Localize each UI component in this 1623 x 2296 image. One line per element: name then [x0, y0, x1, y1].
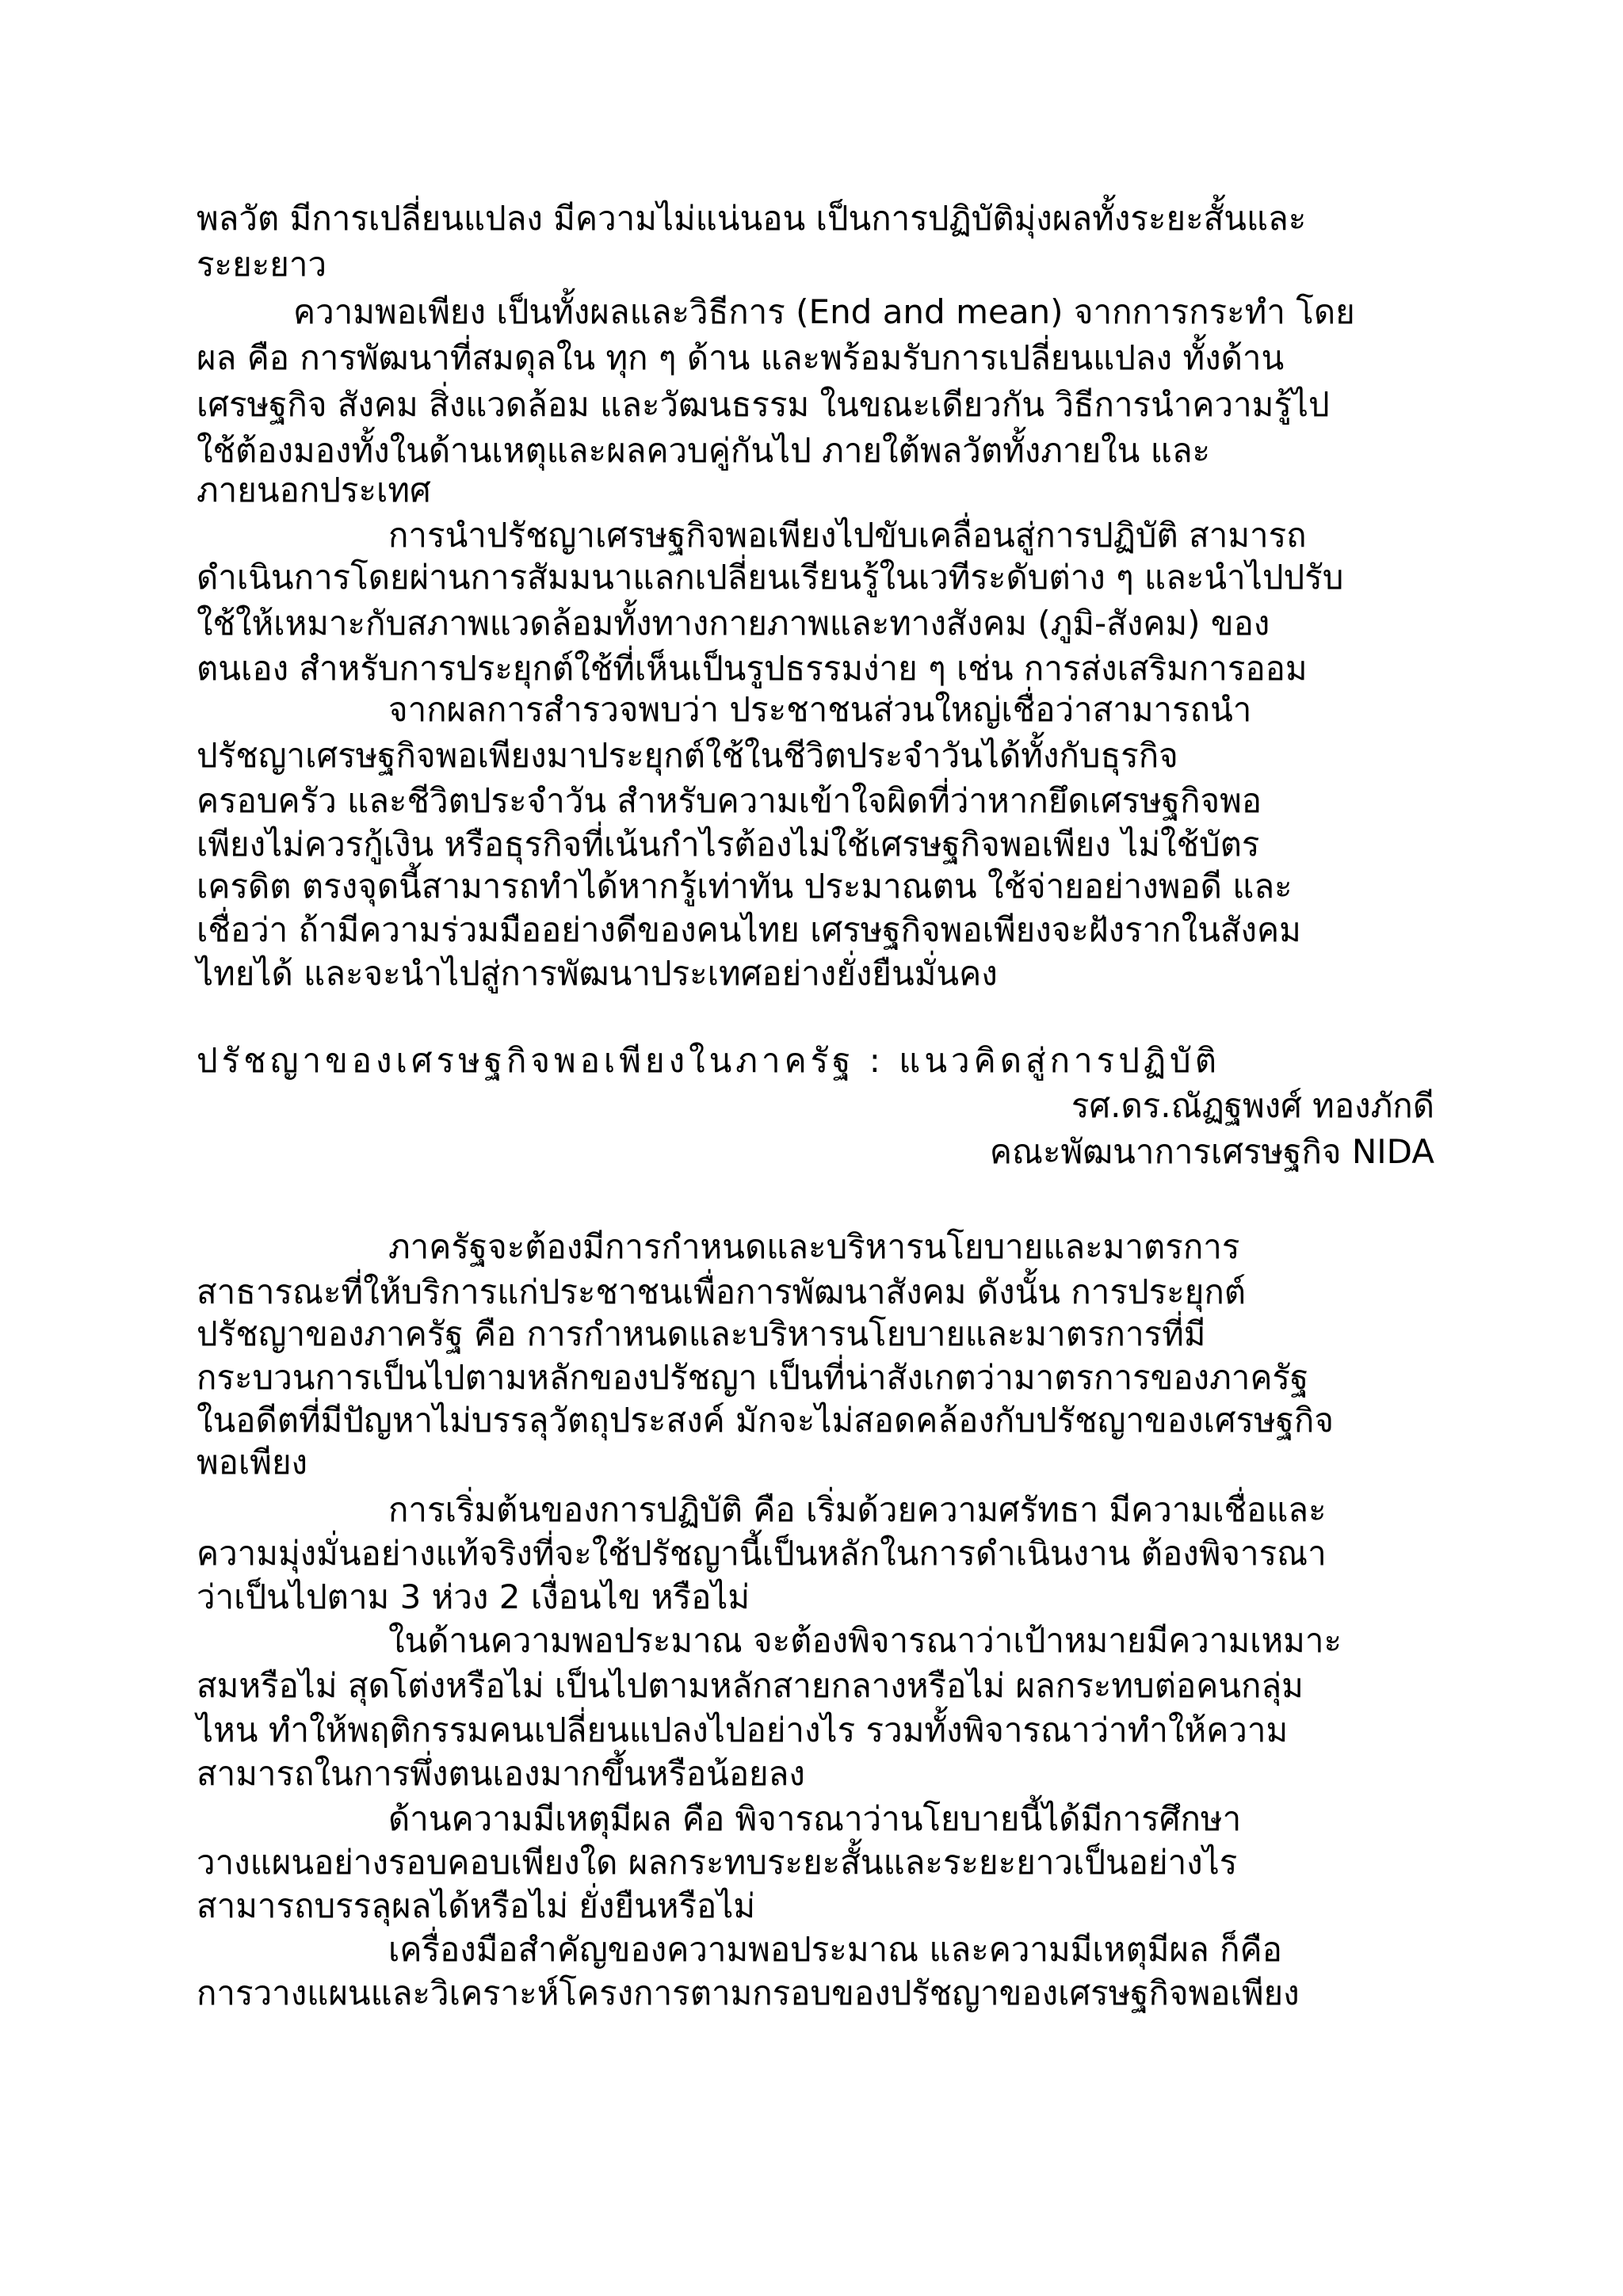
text-line: เครดิต ตรงจุดนี้สามารถทำได้หากรู้เท่าทัน ประมาณตน ใช้จ่ายอย่างพอดี และ	[197, 867, 1293, 906]
text-line: ผล คือ การพัฒนาที่สมดุลใน ทุก ๆ ด้าน และพร้อมรับการเปลี่ยนแปลง ทั้งด้าน	[197, 338, 1285, 377]
text-line: ด้านความมีเหตุมีผล คือ พิจารณาว่านโยบายนี้ได้มีการศึกษา	[388, 1799, 1242, 1838]
text-line: ความพอเพียง เป็นทั้งผลและวิธีการ (End and mean) จากการกระทำ โดย	[293, 292, 1355, 331]
author-name: รศ.ดร.ณัฏฐพงศ์ ทองภักดี	[1071, 1086, 1434, 1125]
text-line: สามารถบรรลุผลได้หรือไม่ ยั่งยืนหรือไม่	[197, 1886, 756, 1925]
text-line: ในอดีตที่มีปัญหาไม่บรรลุวัตถุประสงค์ มักจะไม่สอดคล้องกับปรัชญาของเศรษฐกิจ	[197, 1401, 1334, 1440]
text-line: ไหน ทำให้พฤติกรรมคนเปลี่ยนแปลงไปอย่างไร รวมทั้งพิจารณาว่าทำให้ความ	[197, 1711, 1289, 1749]
text-line: ใช้ให้เหมาะกับสภาพแวดล้อมทั้งทางกายภาพและทางสังคม (ภูมิ-สังคม) ของ	[197, 604, 1270, 643]
text-line: พอเพียง	[197, 1443, 308, 1482]
text-line: วางแผนอย่างรอบคอบเพียงใด ผลกระทบระยะสั้นและระยะยาวเป็นอย่างไร	[197, 1843, 1238, 1882]
text-line: สามารถในการพึ่งตนเองมากขึ้นหรือน้อยลง	[197, 1754, 805, 1793]
text-line: สมหรือไม่ สุดโต่งหรือไม่ เป็นไปตามหลักสายกลางหรือไม่ ผลกระทบต่อคนกลุ่ม	[197, 1666, 1304, 1705]
text-line: การเริ่มต้นของการปฏิบัติ คือ เริ่มด้วยความศรัทธา มีความเชื่อและ	[388, 1490, 1327, 1529]
text-line: ว่าเป็นไปตาม 3 ห่วง 2 เงื่อนไข หรือไม่	[197, 1577, 750, 1616]
text-line: ครอบครัว และชีวิตประจำวัน สำหรับความเข้าใจผิดที่ว่าหากยึดเศรษฐกิจพอ	[197, 781, 1262, 820]
author-affiliation: คณะพัฒนาการเศรษฐกิจ NIDA	[989, 1132, 1434, 1171]
text-line: เศรษฐกิจ สังคม สิ่งแวดล้อม และวัฒนธรรม ในขณะเดียวกัน วิธีการนำความรู้ไป	[197, 385, 1330, 424]
text-line: เครื่องมือสำคัญของความพอประมาณ และความมีเหตุมีผล ก็คือ	[388, 1930, 1282, 1969]
text-line: ปรัชญาเศรษฐกิจพอเพียงมาประยุกต์ใช้ในชีวิตประจำวันได้ทั้งกับธุรกิจ	[197, 736, 1178, 775]
text-line: ใช้ต้องมองทั้งในด้านเหตุและผลควบคู่กันไป ภายใต้พลวัตทั้งภายใน และ	[197, 431, 1211, 470]
text-line: การวางแผนและวิเคราะห์โครงการตามกรอบของปรัชญาของเศรษฐกิจพอเพียง	[197, 1974, 1300, 2012]
text-line: ระยะยาว	[197, 245, 327, 284]
section-heading: ปรัชญาของเศรษฐกิจพอเพียงในภาครัฐ : แนวคิดสู่การปฏิบัติ	[197, 1041, 1220, 1080]
text-line: จากผลการสำรวจพบว่า ประชาชนส่วนใหญ่เชื่อว่าสามารถนำ	[388, 690, 1252, 729]
text-line: กระบวนการเป็นไปตามหลักของปรัชญา เป็นที่น่าสังเกตว่ามาตรการของภาครัฐ	[197, 1358, 1309, 1397]
text-line: ภายนอกประเทศ	[197, 471, 431, 509]
text-line: ปรัชญาของภาครัฐ คือ การกำหนดและบริหารนโยบายและมาตรการที่มี	[197, 1314, 1206, 1353]
text-line: พลวัต มีการเปลี่ยนแปลง มีความไม่แน่นอน เป็นการปฏิบัติมุ่งผลทั้งระยะสั้นและ	[197, 199, 1307, 238]
text-line: ความมุ่งมั่นอย่างแท้จริงที่จะใช้ปรัชญานี้เป็นหลักในการดำเนินงาน ต้องพิจารณา	[197, 1534, 1327, 1573]
text-line: ในด้านความพอประมาณ จะต้องพิจารณาว่าเป้าหมายมีความเหมาะ	[388, 1621, 1342, 1660]
text-line: ตนเอง สำหรับการประยุกต์ใช้ที่เห็นเป็นรูปธรรมง่าย ๆ เช่น การส่งเสริมการออม	[197, 649, 1308, 688]
text-line: ภาครัฐจะต้องมีการกำหนดและบริหารนโยบายและมาตรการ	[388, 1227, 1240, 1266]
text-line: สาธารณะที่ให้บริการแก่ประชาชนเพื่อการพัฒนาสังคม ดังนั้น การประยุกต์	[197, 1272, 1247, 1311]
text-line: การนำปรัชญาเศรษฐกิจพอเพียงไปขับเคลื่อนสู่การปฏิบัติ สามารถ	[388, 516, 1307, 555]
text-line: เพียงไม่ควรกู้เงิน หรือธุรกิจที่เน้นกำไรต้องไม่ใช้เศรษฐกิจพอเพียง ไม่ใช้บัตร	[197, 825, 1260, 864]
text-line: ไทยได้ และจะนำไปสู่การพัฒนาประเทศอย่างยั่งยืนมั่นคง	[197, 954, 998, 993]
text-line: ดำเนินการโดยผ่านการสัมมนาแลกเปลี่ยนเรียนรู้ในเวทีระดับต่าง ๆ และนำไปปรับ	[197, 558, 1344, 597]
text-line: เชื่อว่า ถ้ามีความร่วมมืออย่างดีของคนไทย เศรษฐกิจพอเพียงจะฝังรากในสังคม	[197, 910, 1301, 949]
